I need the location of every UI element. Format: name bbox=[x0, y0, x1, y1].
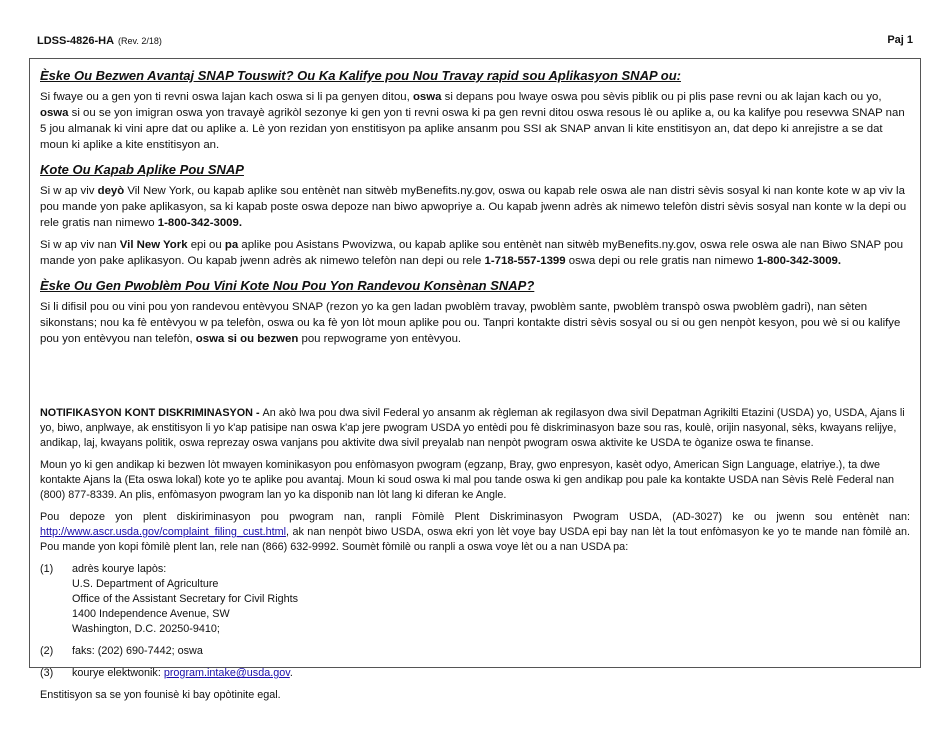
heading-interview-problems: Èske Ou Gen Pwoblèm Pou Vini Kote Nou Pou Yon Randevou Konsènan SNAP? bbox=[40, 278, 535, 293]
paragraph-nyc: Si w ap viv nan Vil New York epi ou pa aplike pou Asistans Pwovizwa, ou kapab aplike sou entènèt nan sitwèb myBenefits.ny.gov, oswa rele oswa ale nan Biwo SNAP pou mande yon pake aplikasyon. Ou kapab jwenn adrès ak nimewo telefòn nan depi ou rele 1-718-557-1399 oswa depi ou rele gratis nan nimewo 1-800-342-3009. bbox=[40, 239, 904, 267]
heading-snap-expedited: Èske Ou Bezwen Avantaj SNAP Touswit? Ou Ka Kalifye pou Nou Travay rapid sou Aplikasyon SNAP ou: bbox=[40, 68, 681, 83]
content-box bbox=[29, 58, 921, 701]
notice-disabilities: Moun yo ki gen andikap ki bezwen lòt mwayen kominikasyon pou enfòmasyon pwogram (egzanp, Bray, gwo enpresyon, kasèt odyo, American Sign Language, elatriye.), ta dwe kontakte Ajans la (Eta oswa lokal) kote yo te aplike pou avantaj. Moun ki soud oswa ki mal pou tande oswa ki gen andikap pou pale ka kontakte USDA nan Sèvis Relè Federal nan (800) 877-8339. An plis, enfòmasyon pwogram lan yo ka disponib nan lòt lang ki diferan ke Angle. bbox=[40, 459, 895, 501]
list-item-email: (3) kourye elektwonik: program.intake@usda.gov. bbox=[40, 667, 293, 679]
paragraph-interview-problems: Si li difisil pou ou vini pou yon randevou entèvyou SNAP (rezon yo ka gen ladan pwoblèm travay, pwoblèm sante, pwoblèm transpò oswa pwoblèm gadri), nan sèten sikonstans; nou ka fè entèvyou w pa telefòn, oswa ou ka fè yon lòt moun aplike pou ou. Tanpri kontakte distri sèvis sosyal ou si ou gen nenpòt kesyon, pou wè si ou kalifye pou yon entèvyou nan telefòn, oswa si ou bezwen pou repwograme yon entèvyou. bbox=[40, 301, 901, 345]
email-link[interactable]: program.intake@usda.gov bbox=[163, 667, 290, 679]
notice-complaint: Pou depoze yon plent diskiriminasyon pou pwogram nan, ranpli Fòmilè Plent Diskriminasyon Pwogram USDA, (AD-3027) ke ou jwenn sou entènèt nan: http://www.ascr.usda.gov/complaint_filing_cust.html, ak nan nenpòt biwo USDA, oswa ekri yon lèt voye bay USDA epi bay nan lèt la tout enfòmasyon ke yo te mande nan fòmilè an. Pou mande yon kopi fòmilè plent lan, rele nan (866) 632-9992. Soumèt fòmilè ou ranpli a oswa voye lèt ou a nan USDA pa: bbox=[40, 511, 910, 553]
notice-discrimination: NOTIFIKASYON KONT DISKRIMINASYON - An akò lwa pou dwa sivil Federal yo ansanm ak règleman ak regilasyon dwa sivil Depatman Agrikilti Etazini (USDA) yo, USDA, Ajans li yo, biwo, anplwaye, ak enstitisyon li yo k'ap patisipe nan oswa k'ap jere pwogram USDA yo entèdi pou fè diskriminasyon baze sou ras, koulè, orijin nasyonal, sèks, kwayans relijye, andikap, laj, kwayans politik, oswa reprezay oswa vanjans pou aktivite dwa sivil preyalab nan nenpòt pwogram oswa aktivite ke USDA te òganize oswa te finanse. bbox=[40, 407, 905, 449]
form-id: LDSS-4826-HA bbox=[37, 35, 115, 47]
heading-where-to-apply: Kote Ou Kapab Aplike Pou SNAP bbox=[40, 162, 244, 177]
equal-opportunity-statement: Enstitisyon sa se yon founisè ki bay opòtinite egal. bbox=[40, 689, 281, 701]
list-item-fax: (2) faks: (202) 690-7442; oswa bbox=[40, 645, 203, 657]
complaint-form-link[interactable]: http://www.ascr.usda.gov/complaint_filing_cust.html bbox=[40, 526, 287, 538]
paragraph-snap-expedited: Si fwaye ou a gen yon ti revni oswa lajan kach oswa si li pa genyen ditou, oswa si depans pou lwaye oswa pou sèvis piblik ou pi plis pase revni ou ak lajan kach ou yo, oswa si ou se yon imigran oswa yon travayè agrikòl sezonye ki gen yon ti revni oswa ki pa gen revni ditou oswa resous lè ou aplike a, ou ka kalifye pou resevwa SNAP nan 5 jou almanak ki vini apre dat ou aplike a. Lè yon rezidan yon enstitisyon pa aplike ansanm pou SSI ak SNAP anvan li kite enstitisyon an, dat depo ki anrejistre a se dat moun ki aplike a kite enstitisyon an. bbox=[40, 91, 905, 151]
revision-date: (Rev. 2/18) bbox=[118, 36, 162, 46]
form-id-header bbox=[37, 35, 162, 47]
list-item-mail: (1) adrès kourye lapòs: U.S. Department of Agriculture Office of the Assistant Secretary for Civil Rights 1400 Independence Avenue, SW Washington, D.C. 20250-9410; bbox=[40, 563, 299, 635]
page-number: Paj 1 bbox=[887, 34, 913, 46]
paragraph-outside-nyc: Si w ap viv deyò Vil New York, ou kapab aplike sou entènèt nan sitwèb myBenefits.ny.gov, oswa ou kapab rele oswa ale nan distri sèvis sosyal ki nan konte kote w ap viv la pou mande yon pake aplikasyon, sa ki kapab poste oswa depoze nan biwo apwopriye a. Ou kapab jwenn adrès ak nimewo telefòn distri sèvis sosyal nan konte w la depi ou rele gratis nan nimewo 1-800-342-3009. bbox=[40, 185, 907, 229]
